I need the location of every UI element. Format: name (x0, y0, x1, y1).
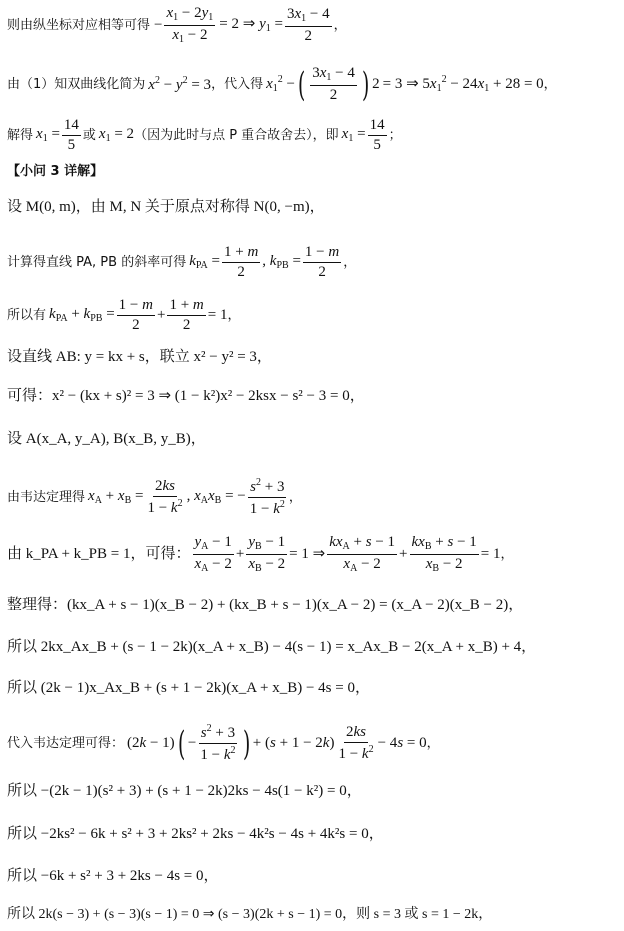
fraction: $\frac{2ks}{1 - k^2}$ (338, 724, 374, 762)
line-7: 所以有 $k_{PA} + k_{PB}$ = $\frac{1 - m}{2}$ + $\frac{1 + m}{2}$ = 1 ， (7, 297, 241, 333)
fraction: $\frac{kx_A + s - 1}{x_A - 2}$ (329, 534, 396, 574)
fraction: $\frac{y_A - 1}{x_A - 2}$ (194, 534, 232, 574)
line-15 (7, 681, 620, 696)
line-18 (7, 827, 620, 842)
line-14-text: 所以 2kx_Ax_B + (s − 1 − 2k)(x_A + x_B) − 4(s − 1) = x_Ax_B − 2(x_A + x_B) + 4， (7, 639, 537, 655)
line-20-text: 所以 2k(s − 3) + (s − 3)(s − 1) = 0 ⇒ (s − 3)(2k + s − 1) = 0，则 s = 3 或 s = 1 − 2k， (7, 907, 493, 922)
line-7-text: 所以有 (7, 308, 47, 323)
line-19-text: 所以 −6k + s² + 3 + 2ks − 4s = 0， (7, 868, 219, 884)
fraction: $\frac{s^2 + 3}{1 - k^2}$ (249, 477, 285, 517)
line-2-text: 由（1）知双曲线化简为 (7, 77, 146, 92)
line-12-text: 由 k_PA + k_PB = 1，可得： (7, 546, 191, 562)
line-19 (7, 869, 620, 884)
line-6: 计算得直线 PA, PB 的斜率可得 $k_{PA}$ = $\frac{1 + m}{2}$ , $k_{PB}$ = $\frac{1 - m}{2}$ ， (7, 244, 357, 280)
fraction: $\frac{y_B - 1}{x_B - 2}$ (248, 534, 286, 574)
fraction: $\frac{x_1 - 2y_1}{x_1 - 2}$ (166, 5, 214, 45)
fraction: $\frac{3x_1 - 4}{2}$ (286, 6, 330, 44)
fraction: $\frac{1 + m}{2}$ (169, 297, 204, 333)
line-18-text: 所以 −2ks² − 6k + s² + 3 + 2ks² + 2ks − 4k²s − 4s + 4k²s = 0， (7, 826, 384, 842)
line-9-text: 可得：x² − (kx + s)² = 3 ⇒ (1 − k²)x² − 2ksx − s² − 3 = 0， (7, 388, 365, 404)
line-15-text: 所以 (2k − 1)x_Ax_B + (s + 1 − 2k)(x_A + x_B) − 4s = 0， (7, 680, 370, 696)
fraction: $\frac{3x_1 - 4}{2}$ (312, 65, 355, 103)
line-11: 由韦达定理得 $x_A + x_B$ = $\frac{2ks}{1 - k^2}$ , $x_Ax_B$ = − $\frac{s^2 + 3}{1 - k^2}$ ， (7, 477, 302, 517)
line-11-text: 由韦达定理得 (7, 490, 86, 505)
line-13 (7, 598, 620, 613)
line-16: 代入韦达定理可得： (2k − 1) ( − $\frac{s^2 + 3}{1 - k^2}$ ) + (s + 1 − 2k) $\frac{2ks}{1 - k^2}$ − 4s = 0 ， (7, 723, 440, 764)
line-2-mid: ，代入得 (211, 77, 264, 92)
line-9 (7, 389, 620, 404)
line-3-paren: （因为此时与点 P 重合故舍去），即 (134, 128, 339, 143)
fraction: $\frac{1 + m}{2}$ (223, 244, 259, 280)
fraction: $\frac{1 - m}{2}$ (118, 297, 153, 333)
fraction: $\frac{kx_B + s - 1}{x_B - 2}$ (411, 534, 477, 574)
line-1-text: 则由纵坐标对应相等可得 (7, 18, 151, 33)
line-12: 由 k_PA + k_PB = 1，可得： $\frac{y_A - 1}{x_A - 2}$ + $\frac{y_B - 1}{x_B - 2}$ = 1 ⇒ $\frac{kx_A + s - 1}{x_A - 2}$ + $\frac{kx_B + s - 1}{x_B - 2}$ = 1 ， (7, 534, 514, 574)
fraction: $\frac{2ks}{1 - k^2}$ (147, 478, 183, 516)
section-heading: 【小问 3 详解】 (7, 164, 104, 179)
line-20 (7, 908, 620, 922)
line-3-text: 解得 (7, 128, 34, 143)
line-8 (7, 350, 620, 365)
line-17-text: 所以 −(2k − 1)(s² + 3) + (s + 1 − 2k)2ks − 4s(1 − k²) = 0， (7, 783, 362, 799)
fraction: $\frac{14}{5}$ (369, 117, 385, 153)
line-1: 则由纵坐标对应相等可得 − $\frac{x_1 - 2y_1}{x_1 - 2}$ = 2 ⇒ $y_1$ = $\frac{3x_1 - 4}{2}$ ， (7, 5, 347, 45)
line-10-text: 设 A(x_A, y_A), B(x_B, y_B)， (7, 431, 206, 447)
line-3-or: 或 (82, 128, 96, 143)
line-10 (7, 432, 620, 447)
line-13-text: 整理得：(kx_A + s − 1)(x_B − 2) + (kx_B + s − 1)(x_A − 2) = (x_A − 2)(x_B − 2)， (7, 597, 524, 613)
fraction: $\frac{1 - m}{2}$ (304, 244, 340, 280)
line-16-text: 代入韦达定理可得： (7, 736, 125, 751)
fraction: $\frac{s^2 + 3}{1 - k^2}$ (200, 723, 236, 763)
line-2: 由（1）知双曲线化简为 $x^2 - y^2 = 3$ ，代入得 $x_1^2$ − ( $\frac{3x_1 - 4}{2}$ ) 2 = 3 ⇒ $5x_1^2 - 24x_1 + 28 = 0$ ， (7, 64, 557, 105)
line-5-text: 设 M(0, m)，由 M, N 关于原点对称得 N(0, −m)， (7, 199, 325, 215)
line-5 (7, 200, 620, 215)
line-6-text: 计算得直线 PA, PB 的斜率可得 (7, 255, 187, 270)
line-8-text: 设直线 AB: y = kx + s，联立 x² − y² = 3， (7, 349, 272, 365)
fraction: $\frac{14}{5}$ (63, 117, 79, 153)
line-14 (7, 640, 620, 655)
line-3: 解得 $x_1$ = $\frac{14}{5}$ 或 $x_1 = 2$ （因为此时与点 P 重合故舍去），即 $x_1$ = $\frac{14}{5}$ ； (7, 117, 402, 153)
line-17 (7, 784, 620, 799)
